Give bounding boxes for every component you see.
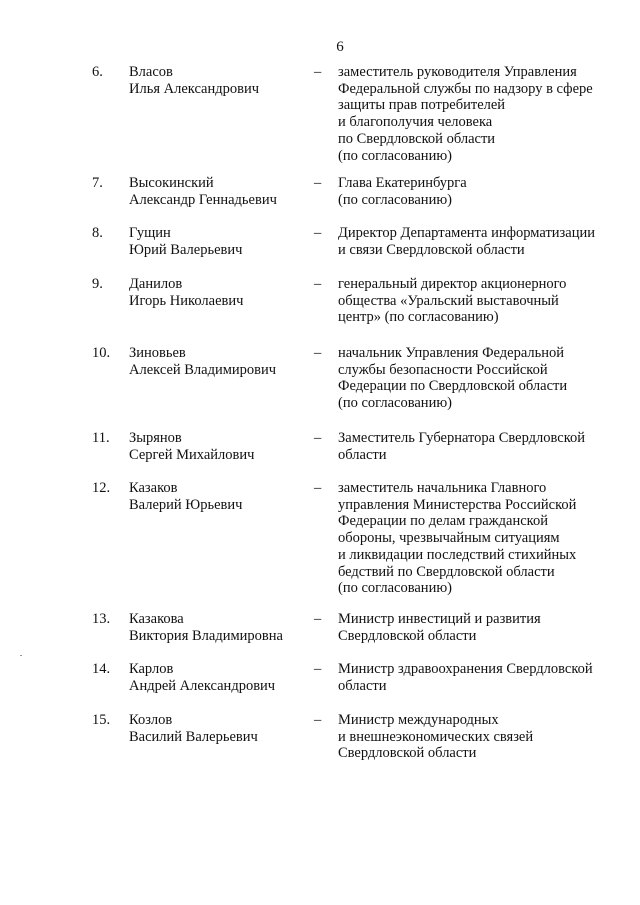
person-name: Карлов Андрей Александрович bbox=[129, 661, 276, 694]
person-name: Зырянов Сергей Михайлович bbox=[129, 430, 255, 463]
item-number: 7. bbox=[92, 175, 103, 191]
person-name: Зиновьев Алексей Владимирович bbox=[129, 345, 277, 378]
position-text: Глава Екатеринбурга (по согласованию) bbox=[338, 175, 467, 208]
person-name: Гущин Юрий Валерьевич bbox=[129, 225, 243, 258]
dash: – bbox=[314, 345, 322, 361]
position-text: Министр инвестиций и развития Свердловской области bbox=[338, 611, 541, 644]
dash: – bbox=[314, 175, 322, 191]
dash: – bbox=[314, 276, 322, 292]
person-name: Козлов Василий Валерьевич bbox=[129, 712, 258, 745]
dash: – bbox=[314, 712, 322, 728]
position-text: заместитель начальника Главного управления Министерства Российской Федерации по делам гражданской обороны, чрезвычайным ситуациям и ликвидации последствий стихийных бедствий по Свердловской области (по согласованию) bbox=[338, 480, 577, 597]
item-number: 11. bbox=[92, 430, 110, 446]
item-number: 8. bbox=[92, 225, 103, 241]
position-text: Министр здравоохранения Свердловской области bbox=[338, 661, 593, 694]
person-name: Власов Илья Александрович bbox=[129, 64, 260, 97]
person-name: Казакова Виктория Владимировна bbox=[129, 611, 283, 644]
dash: – bbox=[314, 430, 322, 446]
page-number: 6 bbox=[336, 39, 344, 55]
person-name: Казаков Валерий Юрьевич bbox=[129, 480, 243, 513]
position-text: начальник Управления Федеральной службы безопасности Российской Федерации по Свердловской области (по согласованию) bbox=[338, 345, 568, 412]
item-number: 10. bbox=[92, 345, 111, 361]
margin-mark bbox=[20, 655, 22, 656]
position-text: Директор Департамента информатизации и связи Свердловской области bbox=[338, 225, 595, 258]
position-text: Заместитель Губернатора Свердловской области bbox=[338, 430, 586, 463]
position-text: Министр международных и внешнеэкономических связей Свердловской области bbox=[338, 712, 534, 762]
person-name: Высокинский Александр Геннадьевич bbox=[129, 175, 277, 208]
item-number: 13. bbox=[92, 611, 111, 627]
item-number: 6. bbox=[92, 64, 103, 80]
item-number: 9. bbox=[92, 276, 103, 292]
dash: – bbox=[314, 661, 322, 677]
person-name: Данилов Игорь Николаевич bbox=[129, 276, 244, 309]
position-text: заместитель руководителя Управления Федеральной службы по надзору в сфере защиты прав потребителей и благополучия человека по Свердловской области (по согласованию) bbox=[338, 64, 593, 164]
item-number: 12. bbox=[92, 480, 111, 496]
dash: – bbox=[314, 480, 322, 496]
item-number: 14. bbox=[92, 661, 111, 677]
dash: – bbox=[314, 225, 322, 241]
item-number: 15. bbox=[92, 712, 111, 728]
dash: – bbox=[314, 64, 322, 80]
position-text: генеральный директор акционерного общества «Уральский выставочный центр» (по согласованию) bbox=[338, 276, 567, 326]
dash: – bbox=[314, 611, 322, 627]
